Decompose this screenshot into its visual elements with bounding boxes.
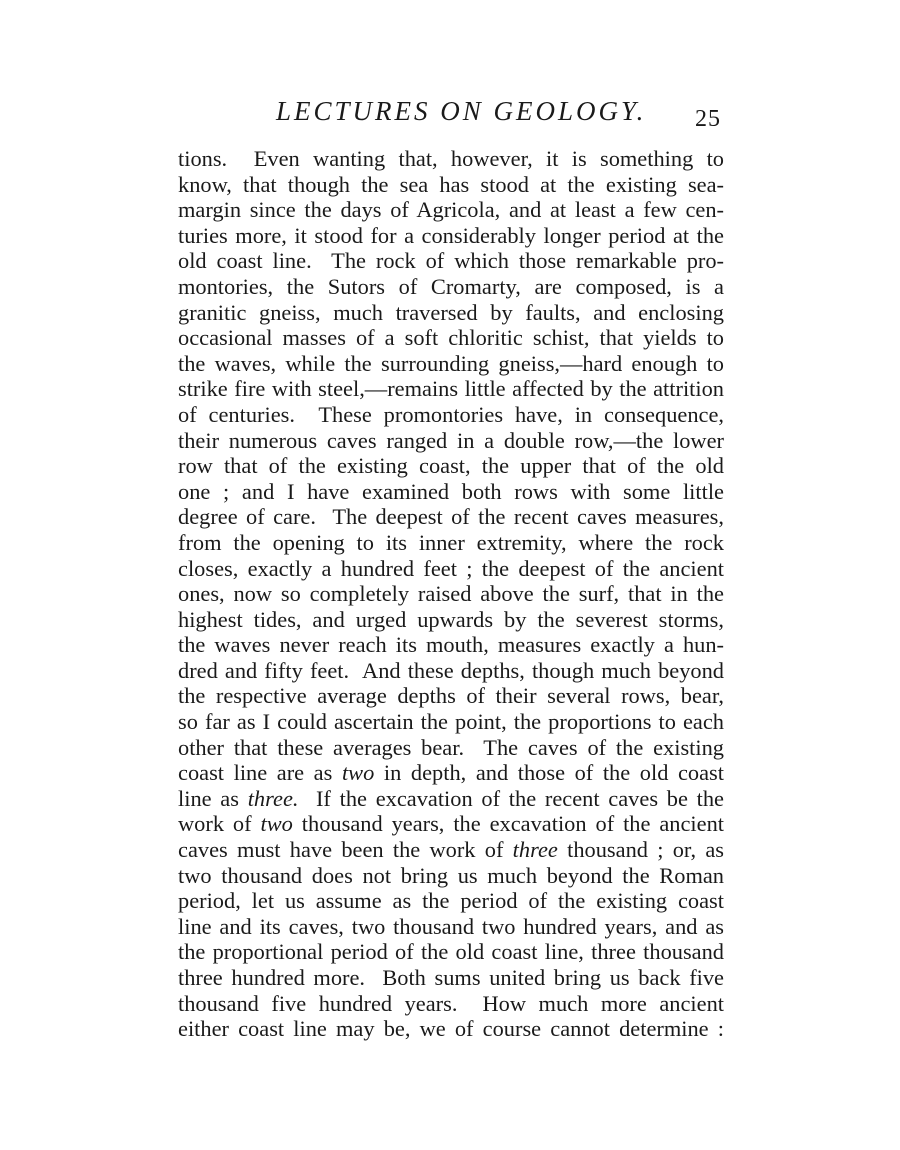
text-line	[178, 479, 724, 505]
text-segment: of centuries. These promontories have, in consequence,	[178, 401, 724, 427]
text-segment: granitic gneiss, much traversed by faults, and enclosing	[178, 299, 724, 325]
running-title: LECTURES ON GEOLOGY.	[276, 96, 647, 126]
text-line	[178, 172, 724, 198]
text-segment: degree of care. The deepest of the recent caves measures,	[178, 504, 724, 530]
text-line	[178, 197, 724, 223]
italic-word: three.	[247, 785, 299, 811]
text-line	[178, 376, 724, 402]
text-line	[178, 735, 724, 761]
text-line	[178, 965, 724, 991]
text-segment: either coast line may be, we of course cannot determine :	[178, 1016, 724, 1042]
text-line	[178, 274, 724, 300]
italic-word: three	[512, 837, 558, 863]
text-line	[178, 504, 724, 530]
running-head	[0, 96, 900, 136]
text-line	[178, 146, 724, 172]
text-line	[178, 914, 724, 940]
text-segment: turies more, it stood for a considerably longer period at the	[178, 222, 724, 248]
text-segment: caves must have been the work of	[178, 837, 513, 863]
text-segment: tions. Even wanting that, however, it is something to	[178, 146, 724, 171]
text-segment: coast line are as	[178, 760, 342, 786]
text-segment: If the excavation of the recent caves be the	[298, 785, 724, 811]
text-segment: the respective average depths of their several rows, bear,	[178, 683, 724, 709]
text-line	[178, 300, 724, 326]
text-segment: three hundred more. Both sums united bring us back five	[178, 965, 724, 990]
text-segment: old coast line. The rock of which those remarkable pro-	[178, 248, 724, 274]
text-segment: thousand five hundred years. How much more ancient	[178, 990, 724, 1016]
text-segment: closes, exactly a hundred feet ; the deepest of the ancient	[178, 555, 724, 581]
text-line	[178, 351, 724, 377]
text-segment: other that these averages bear. The caves of the existing	[178, 734, 724, 760]
text-segment: their numerous caves ranged in a double row,—the lower	[178, 427, 724, 453]
text-line	[178, 223, 724, 249]
text-segment: margin since the days of Agricola, and at least a few cen-	[178, 197, 724, 223]
text-line	[178, 402, 724, 428]
text-segment: the proportional period of the old coast line, three thousand	[178, 939, 724, 965]
text-line	[178, 248, 724, 274]
text-segment: in depth, and those of the old coast	[374, 760, 724, 786]
text-line	[178, 760, 724, 786]
text-line	[178, 607, 724, 633]
text-segment: period, let us assume as the period of the existing coast	[178, 888, 724, 914]
text-segment: ones, now so completely raised above the surf, that in the	[178, 581, 724, 607]
text-segment: know, that though the sea has stood at the existing sea-	[178, 171, 724, 197]
text-line	[178, 863, 724, 889]
text-segment: dred and fifty feet. And these depths, though much beyond	[178, 657, 724, 683]
text-line	[178, 581, 724, 607]
text-segment: montories, the Sutors of Cromarty, are composed, is a	[178, 273, 724, 299]
text-line	[178, 325, 724, 351]
text-segment: the waves never reach its mouth, measures exactly a hun-	[178, 632, 724, 658]
text-segment: line as	[178, 785, 248, 811]
text-line	[178, 786, 724, 812]
italic-word: two	[260, 811, 293, 837]
text-line	[178, 683, 724, 709]
text-segment: thousand ; or, as	[557, 837, 724, 863]
body-text	[178, 146, 724, 1042]
text-line	[178, 709, 724, 735]
italic-word: two	[341, 760, 375, 786]
text-segment: occasional masses of a soft chloritic schist, that yields to	[178, 325, 724, 351]
text-line	[178, 632, 724, 658]
text-line	[178, 939, 724, 965]
text-segment: line and its caves, two thousand two hundred years, and as	[178, 913, 724, 939]
text-segment: two thousand does not bring us much beyond the Roman	[178, 862, 724, 888]
text-segment: so far as I could ascertain the point, the proportions to each	[178, 709, 724, 735]
text-segment: row that of the existing coast, the upper that of the old	[178, 453, 724, 479]
text-segment: one ; and I have examined both rows with some little	[178, 478, 724, 504]
text-segment: highest tides, and urged upwards by the severest storms,	[178, 606, 724, 632]
text-line	[178, 658, 724, 684]
text-line	[178, 428, 724, 454]
text-segment: work of	[178, 811, 261, 837]
text-line	[178, 837, 724, 863]
text-line	[178, 888, 724, 914]
text-line	[178, 1016, 724, 1042]
text-line	[178, 453, 724, 479]
text-line	[178, 991, 724, 1017]
text-line	[178, 530, 724, 556]
text-line	[178, 811, 724, 837]
text-line	[178, 556, 724, 582]
text-segment: from the opening to its inner extremity, where the rock	[178, 529, 724, 555]
page-number: 25	[695, 106, 721, 132]
text-segment: strike fire with steel,—remains little affected by the attrition	[178, 376, 724, 402]
text-segment: thousand years, the excavation of the ancient	[292, 811, 724, 837]
text-segment: the waves, while the surrounding gneiss,—hard enough to	[178, 350, 724, 376]
